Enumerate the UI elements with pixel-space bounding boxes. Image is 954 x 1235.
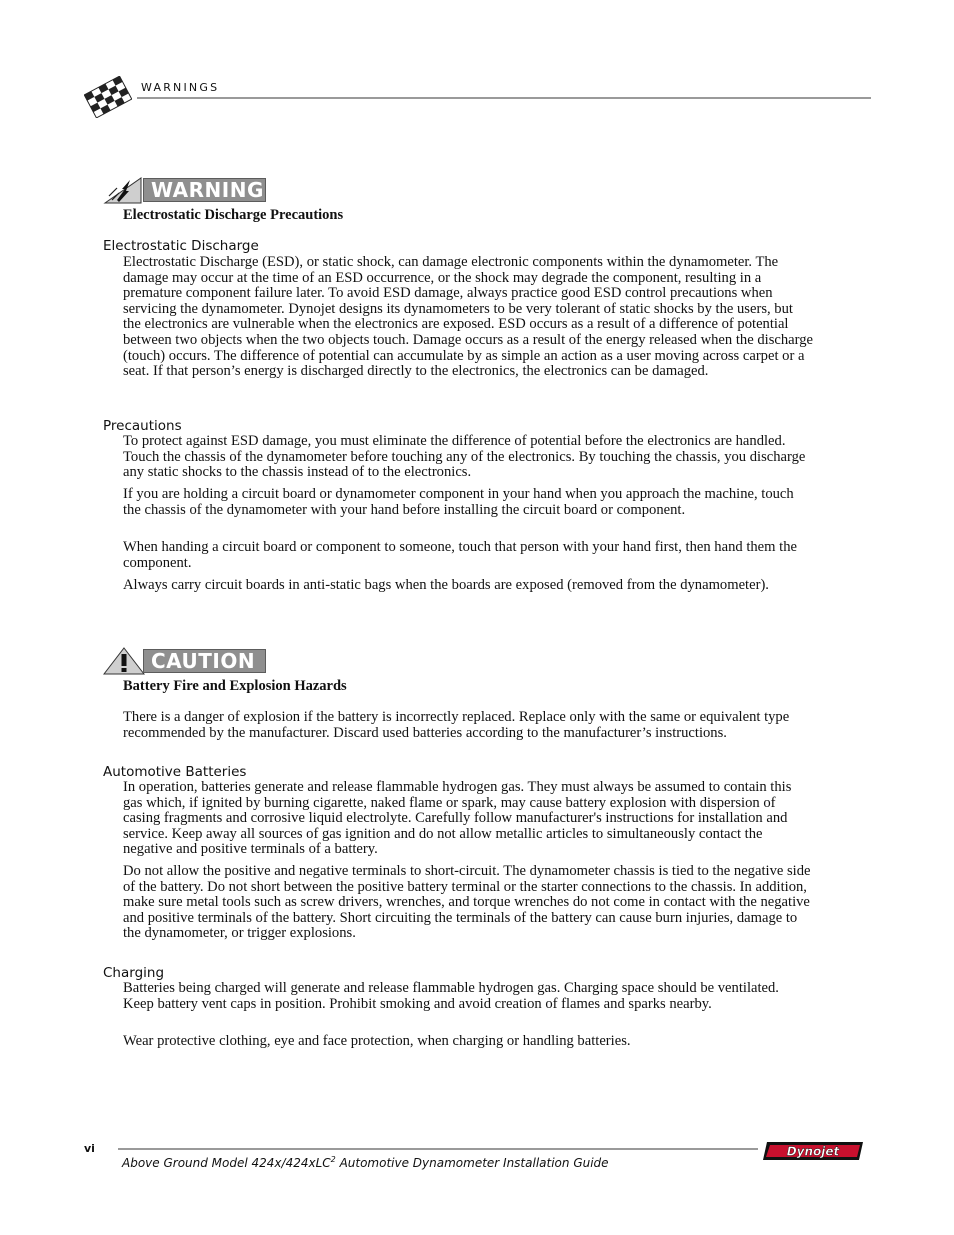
header-divider <box>137 97 871 99</box>
charging-paragraph-2: Wear protective clothing, eye and face protection, when charging or handling batteries. <box>123 1033 631 1049</box>
subheading-automotive-batteries: Automotive Batteries <box>103 764 247 780</box>
warning-heading: Electrostatic Discharge Precautions <box>123 207 344 223</box>
subheading-precautions: Precautions <box>103 418 182 434</box>
electric-shock-icon <box>103 176 143 204</box>
precautions-paragraph-1: To protect against ESD damage, you must eliminate the difference of potential before the electronics are handled. Touch the chassis of the dynamometer before touching any of the electronics. By touching the chassis, you discharge any static shocks to the chassis instead of to the electronics. <box>123 433 806 481</box>
precautions-paragraph-4: Always carry circuit boards in anti-static bags when the boards are exposed (removed from the dynamometer). <box>123 577 769 593</box>
footer-divider <box>118 1148 758 1150</box>
precautions-paragraph-3: When handing a circuit board or component to someone, touch that person with your hand first, then hand them the component. <box>123 539 797 571</box>
caution-badge <box>103 647 268 675</box>
charging-paragraph-1: Batteries being charged will generate and release flammable hydrogen gas. Charging space should be ventilated. Keep battery vent caps in position. Prohibit smoking and avoid creation of flames and sparks nearby. <box>123 980 779 1012</box>
section-title: WARNINGS <box>141 81 220 94</box>
esd-paragraph: Electrostatic Discharge (ESD), or static shock, can damage electronic components within the dynamometer. The damage may occur at the time of an ESD occurrence, or the shock may degrade the component, resulting in a premature component failure later. To avoid ESD damage, always practice good ESD control precautions when servicing the dynamometer. Dynojet designs its dynamometers to be very tolerant of static shocks by the users, but the electronics are vulnerable when the electronics are exposed. ESD occurs as a result of a difference of potential between two objects when the two objects touch. Damage occurs as a result of the energy released when the discharge (touch) occurs. The difference of potential can accumulate by as simple an action as a user moving across carpet or a seat. If that person’s energy is discharged directly to the electronics, the electronics can be damaged. <box>123 254 813 380</box>
exclamation-triangle-icon <box>103 647 145 675</box>
warning-badge <box>103 176 268 204</box>
caution-heading: Battery Fire and Explosion Hazards <box>123 678 347 694</box>
checkered-flag-icon <box>84 76 132 118</box>
precautions-paragraph-2: If you are holding a circuit board or dynamometer component in your hand when you approach the machine, touch the chassis of the dynamometer with your hand before installing the circuit board or component. <box>123 486 794 518</box>
automotive-batteries-paragraph-2: Do not allow the positive and negative terminals to short-circuit. The dynamometer chassis is tied to the negative side of the battery. Do not short between the positive battery terminal or the starter connections to the chassis. In addition, make sure metal tools such as screw drivers, wrenches, and torque wrenches do not come in contact with the negative and positive terminals of the battery. Short circuiting the terminals of the battery can cause burn injuries, damage to the dynamometer, or trigger explosions. <box>123 863 811 942</box>
dynojet-logo <box>761 1140 865 1162</box>
battery-replacement-paragraph: There is a danger of explosion if the battery is incorrectly replaced. Replace only with the same or equivalent type recommended by the manufacturer. Discard used batteries according to the manufacturer’s instructions. <box>123 709 790 741</box>
subheading-electrostatic-discharge: Electrostatic Discharge <box>103 238 259 254</box>
warning-label: WARNING <box>151 178 264 202</box>
caution-label: CAUTION <box>151 649 256 673</box>
subheading-charging: Charging <box>103 965 165 981</box>
svg-text:Dynojet: Dynojet <box>786 1144 840 1159</box>
page-number: vi <box>84 1142 95 1155</box>
automotive-batteries-paragraph-1: In operation, batteries generate and release flammable hydrogen gas. They must always be assumed to contain this gas which, if ignited by burning cigarette, naked flame or spark, may cause battery explosion with dispersion of casing fragments and corrosive liquid electrolyte. Carefully follow manufacturer's instructions for installation and service. Keep away all sources of gas ignition and do not allow metallic articles to simultaneously contact the negative and positive terminals of a battery. <box>123 779 792 858</box>
document-title: Above Ground Model 424x/424xLC$^2$ Automotive Dynamometer Installation Guide <box>122 1155 609 1170</box>
